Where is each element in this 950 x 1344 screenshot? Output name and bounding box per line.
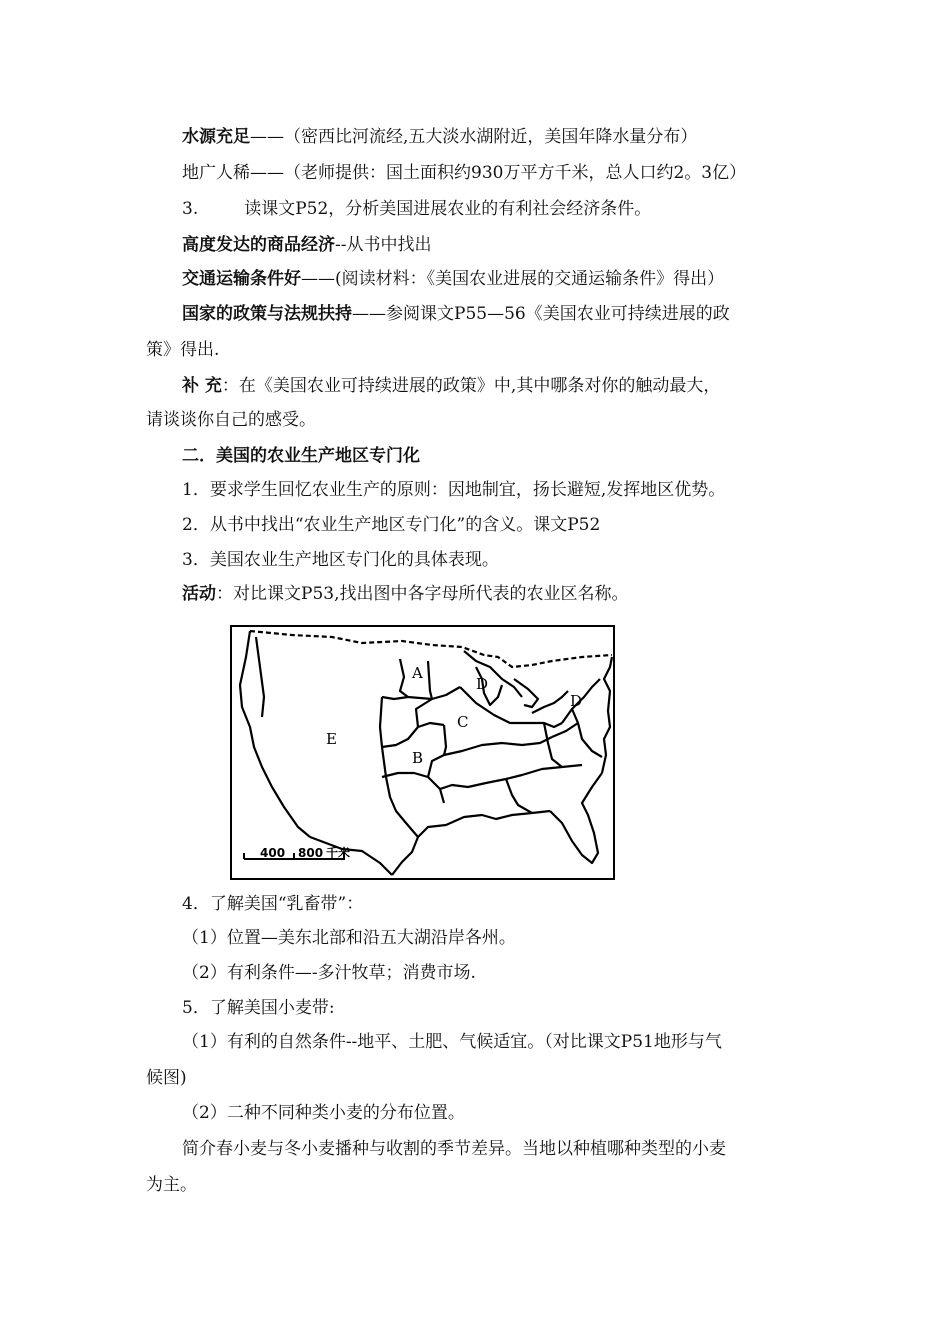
bold-term: 活动	[182, 584, 216, 604]
region-label-e: E	[326, 730, 337, 748]
line-transport	[182, 269, 724, 289]
bold-term: 补 充	[182, 376, 222, 396]
line-policy-cont: 策》得出.	[146, 340, 220, 360]
scale-400: 400	[260, 846, 286, 860]
bold-term: 高度发达的商品经济	[182, 235, 335, 255]
line-policy	[182, 304, 730, 324]
line-expression: 3．美国农业生产地区专门化的具体表现。	[182, 550, 499, 570]
text: ——参阅课文P55—56《美国农业可持续进展的政	[352, 304, 730, 324]
line-economy	[182, 235, 432, 255]
line-activity	[182, 584, 628, 604]
bold-term: 国家的政策与法规扶持	[182, 304, 352, 324]
section-heading: 二．美国的农业生产地区专门化	[182, 446, 420, 466]
line-item-3	[182, 199, 651, 219]
item-number: 3.	[182, 199, 199, 219]
line-dairy-belt: 4．了解美国“乳畜带”：	[182, 894, 364, 914]
line-wheat-distribution: （2）二种不同种类小麦的分布位置。	[182, 1103, 465, 1123]
scale-800: 800	[298, 846, 324, 860]
text: ：在《美国农业可持续进展的政策》中,其中哪条对你的触动最大，	[221, 376, 721, 396]
line-wheat-belt: 5．了解美国小麦带:	[182, 998, 335, 1018]
line-meaning: 2．从书中找出“农业生产地区专门化”的含义。课文P52	[182, 515, 601, 535]
bold-term: 交通运输条件好	[182, 269, 301, 289]
text: 读课文P52，分析美国进展农业的有利社会经济条件。	[244, 199, 652, 219]
text: ——（密西比河流经,五大淡水湖附近，美国年降水量分布）	[250, 127, 698, 147]
line-supplement-cont: 请谈谈你自己的感受。	[146, 410, 316, 430]
line-wheat-seasons-cont: 为主。	[146, 1175, 197, 1195]
region-label-a: A	[412, 664, 423, 682]
text: --从书中找出	[335, 235, 432, 255]
line-wheat-seasons: 简介春小麦与冬小麦播种与收割的季节差异。当地以种植哪种类型的小麦	[182, 1139, 726, 1159]
region-label-d-east: D	[570, 692, 583, 710]
line-water	[182, 127, 697, 147]
bold-term: 水源充足	[182, 127, 250, 147]
line-wheat-conditions-cont: 候图)	[146, 1068, 187, 1088]
map-outline	[232, 627, 613, 878]
text: ——(阅读材料：《美国农业进展的交通运输条件》得出）	[301, 269, 725, 289]
text: ：对比课文P53,找出图中各字母所代表的农业区名称。	[216, 584, 629, 604]
line-wheat-conditions: （1）有利的自然条件--地平、土肥、气候适宜。（对比课文P51地形与气	[182, 1032, 722, 1052]
line-dairy-conditions: （2）有利条件—-多汁牧草；消费市场.	[182, 963, 476, 983]
region-label-b: B	[412, 749, 424, 767]
us-agriculture-map	[230, 625, 615, 880]
line-land: 地广人稀——（老师提供：国土面积约930万平方千米，总人口约2。3亿）	[182, 163, 747, 183]
line-dairy-location: （1）位置—美东北部和沿五大湖沿岸各州。	[182, 928, 516, 948]
region-label-d-west: D	[476, 675, 489, 693]
scale-unit: 千米	[326, 846, 351, 860]
region-label-c: C	[457, 713, 469, 731]
line-supplement	[182, 376, 720, 396]
line-principle: 1．要求学生回忆农业生产的原则：因地制宜，扬长避短,发挥地区优势。	[182, 480, 726, 500]
